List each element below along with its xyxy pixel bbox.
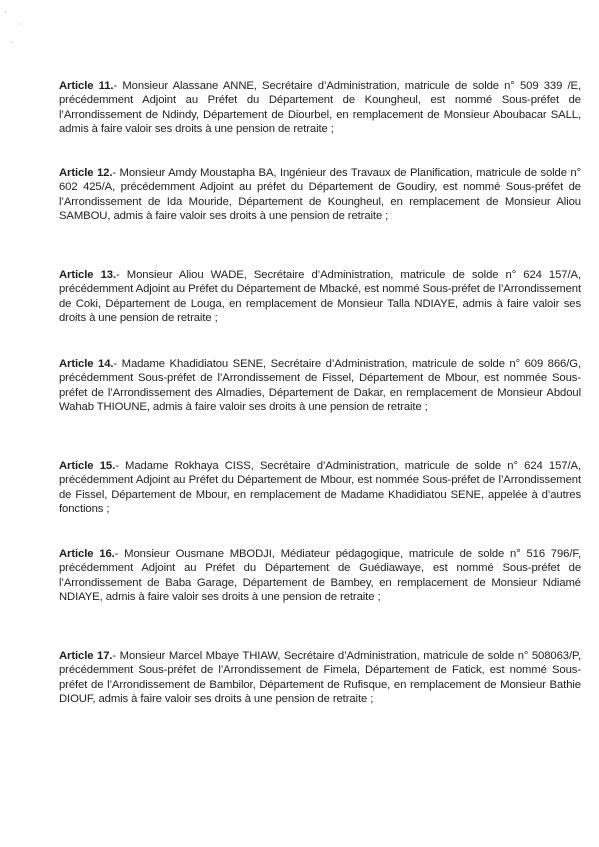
article-text: - Madame Khadidiatou SENE, Secrétaire d’Administration, matricule de solde n° 609 866/G, précédemment Sous-préfet de l’Arrondissement de Fissel, Département de Mbour, est nommée Sous-préfet de l’Arrondissement des Almadies, Département de Dakar, en remplacement de Monsieur Abdoul Wahab THIOUNE, admis à faire valoir ses droits à une pension de retraite ; [59,358,581,414]
scan-speck: · [10,38,13,47]
article-label: Article 13. [59,269,116,281]
article-16 [59,547,581,605]
article-12 [59,166,581,224]
article-text: - Monsieur Ousmane MBODJI, Médiateur pédagogique, matricule de solde n° 516 796/F, précédemment Adjoint au Préfet du Département de Guédiawaye, est nommé Sous-préfet de l’Arrondissement de Baba Garage, Département de Bambey, en remplacement de Monsieur Ndiamé NDIAYE, admis à faire valoir ses droits à une pension de retraite ; [59,548,581,604]
article-17 [59,649,581,707]
article-text: - Monsieur Aliou WADE, Secrétaire d’Administration, matricule de solde n° 624 157/A, précédemment Adjoint au Préfet du Département de Mbacké, est nommé Sous-préfet de l’Arrondissement de Coki, Département de Louga, en remplacement de Monsieur Talla NDIAYE, admis à faire valoir ses droits à une pension de retraite ; [59,269,581,325]
article-label: Article 11. [59,80,114,92]
article-label: Article 12. [59,167,113,179]
article-label: Article 14. [59,358,114,370]
article-14 [59,357,581,415]
article-11 [59,79,581,137]
article-text: - Monsieur Amdy Moustapha BA, Ingénieur des Travaux de Planification, matricule de solde n° 602 425/A, précédemment Adjoint au préfet du Département de Goudiry, est nommé Sous-préfet de l’Arrondissement de Ida Mouride, Département de Koungheul, en remplacement de Monsieur Aliou SAMBOU, admis à faire valoir ses droits à une pension de retraite ; [59,167,582,223]
scan-speck: · [4,8,7,17]
article-label: Article 15. [59,460,116,472]
article-text: - Madame Rokhaya CISS, Secrétaire d’Administration, matricule de solde n° 624 157/A, précédemment Adjoint au Préfet du Département de Mbour, est nommée Sous-préfet de l’Arrondissement de Fissel, Département de Mbour, en remplacement de Madame Khadidiatou SENE, appelée à d’autres fonctions ; [59,460,581,516]
article-text: - Monsieur Marcel Mbaye THIAW, Secrétaire d’Administration, matricule de solde n° 508063/P, précédemment Sous-préfet de l’Arrondissement de Fimela, Département de Fatick, est nommé Sous-préfet de l’Arrondissement de Bambilor, Département de Rufisque, en remplacement de Monsieur Bathie DIOUF, admis à faire valoir ses droits à une pension de retraite ; [59,650,581,706]
scan-speck: · [18,20,21,29]
article-text: - Monsieur Alassane ANNE, Secrétaire d’Administration, matricule de solde n° 509 339 /E, précédemment Adjoint au Préfet du Département de Koungheul, est nommé Sous-préfet de l’Arrondissement de Ndindy, Département de Diourbel, en remplacement de Monsieur Aboubacar SALL, admis à faire valoir ses droits à une pension de retraite ; [59,80,582,136]
article-label: Article 17. [59,650,113,662]
article-label: Article 16. [59,548,115,560]
article-15 [59,459,581,517]
article-13 [59,268,581,326]
